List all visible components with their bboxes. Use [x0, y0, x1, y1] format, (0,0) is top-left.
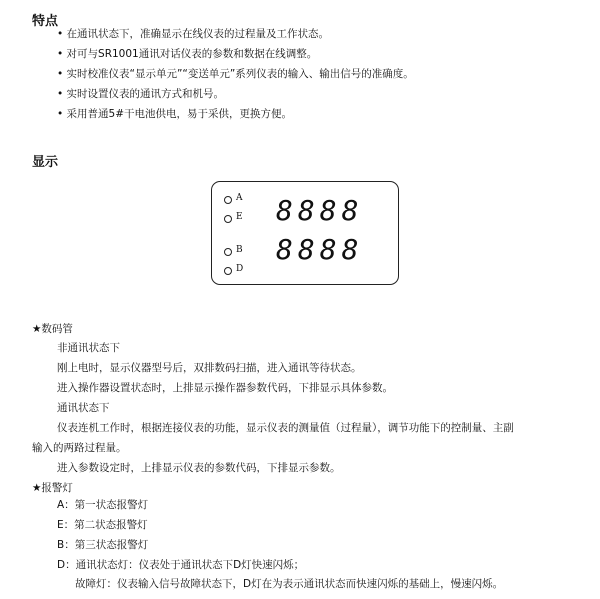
feature-text: 采用普通5#干电池供电，易于采供，更换方便。	[66, 108, 293, 120]
led-d-indicator	[224, 267, 232, 275]
list-item: • 对可与SR1001通讯对话仪表的参数和数据在线调整。	[57, 48, 318, 60]
alarm-line: 故障灯：仪表输入信号故障状态下，D灯在为表示通讯状态而快速闪烁的基础上，慢速闪烁。	[75, 578, 504, 590]
display-heading: 显示	[32, 155, 59, 170]
alarm-line: B：第三状态报警灯	[57, 539, 149, 551]
led-b-indicator	[224, 248, 232, 256]
feature-text: 实时设置仪表的通讯方式和机号。	[66, 88, 225, 100]
led-e-indicator	[224, 215, 232, 223]
features-heading: 特点	[32, 14, 59, 29]
led-label-d: D	[236, 264, 244, 274]
feature-text: 实时校准仪表“显示单元”“变送单元”系列仪表的输入、输出信号的准确度。	[66, 68, 414, 80]
list-item: • 实时校准仪表“显示单元”“变送单元”系列仪表的输入、输出信号的准确度。	[57, 68, 414, 80]
digitron-line: 仪表连机工作时，根据连接仪表的功能，显示仪表的测量值（过程量），调节功能下的控制量、主副	[57, 422, 514, 434]
upper-digit-display: 8888	[276, 194, 364, 227]
list-item: • 实时设置仪表的通讯方式和机号。	[57, 88, 225, 100]
alarm-line: E：第二状态报警灯	[57, 519, 148, 531]
digitron-line: 通讯状态下	[57, 402, 110, 414]
digitron-line: 进入操作器设置状态时，上排显示操作器参数代码，下排显示具体参数。	[57, 382, 393, 394]
alarm-line: A：第一状态报警灯	[57, 499, 149, 511]
feature-text: 对可与SR1001通讯对话仪表的参数和数据在线调整。	[66, 48, 318, 60]
alarm-heading: ★报警灯	[32, 482, 73, 494]
list-item: • 在通讯状态下，准确显示在线仪表的过程量及工作状态。	[57, 28, 330, 40]
digitron-line: 刚上电时，显示仪器型号后，双排数码扫描，进入通讯等待状态。	[57, 362, 362, 374]
led-label-e: E	[236, 212, 243, 222]
led-label-b: B	[236, 245, 243, 255]
digitron-line: 输入的两路过程量。	[32, 442, 127, 454]
alarm-line: D：通讯状态灯：仪表处于通讯状态下D灯快速闪烁；	[57, 559, 305, 571]
digitron-line: 进入参数设定时，上排显示仪表的参数代码，下排显示参数。	[57, 462, 341, 474]
led-label-a: A	[236, 193, 243, 203]
digitron-heading: ★数码管	[32, 323, 73, 335]
digitron-line: 非通讯状态下	[57, 342, 120, 354]
feature-text: 在通讯状态下，准确显示在线仪表的过程量及工作状态。	[66, 28, 330, 40]
display-panel	[211, 181, 399, 285]
led-a-indicator	[224, 196, 232, 204]
lower-digit-display: 8888	[276, 233, 364, 266]
list-item: • 采用普通5#干电池供电，易于采供，更换方便。	[57, 108, 293, 120]
